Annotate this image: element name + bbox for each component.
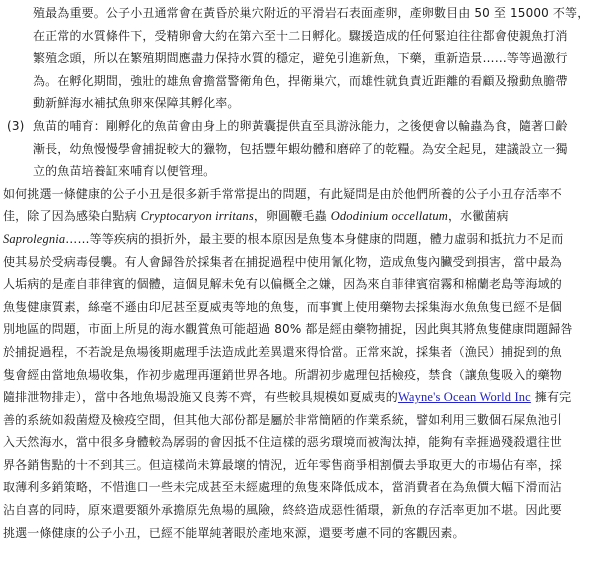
text-line: 隻會經由當地魚場收集，作初步處理再運銷世界各地。所謂初步處理包括檢疫，禁食（讓魚隻吸入的藥物 (3, 367, 562, 382)
text-line: 佳，除了因為感染白點病 Cryptocaryon irritans，卵圓鞭毛蟲 Ododinium occellatum，水黴菌病 (3, 209, 509, 224)
text-line: 漸長，幼魚慢慢學會捕捉較大的獵物，包括豐年蝦幼體和磨碎了的乾糧。為安全起見，建議設立一獨 (33, 141, 568, 156)
text-line: Saprolegnia……等等疾病的損折外，最主要的根本原因是魚隻本身健康的問題，體力虛弱和抵抗力不足而 (3, 231, 564, 246)
text-line: 善的系統如殺菌燈及檢疫空間，但其他大部份都是屬於非常簡陋的作業系統，譬如利用三數個石屎魚池引 (3, 412, 562, 427)
species-name: Ododinium occellatum (330, 209, 448, 224)
text-line: 為。在孵化期間，強壯的雄魚會擔當警衛角色，捍衛巢穴，而雄性就負責近距離的看顧及撥動魚膽帶 (33, 73, 568, 88)
species-name: Cryptocaryon irritans (140, 209, 254, 224)
list-item-number: (3) (7, 118, 25, 133)
paragraph-hatching (3, 2, 589, 115)
text-line: 在正常的水質條件下，受精卵會大約在第六至十二日孵化。驟援造成的任何緊迫往往都會使親魚打消 (33, 28, 568, 43)
text-line: 繁殖念頭，所以在繁殖期間應盡力保持水質的穩定，避免引進新魚，下藥，重新造景……等等過激行 (33, 51, 568, 66)
text-line: 取薄利多銷策略，不惜進口一些未完成甚至未經處理的魚隻來降低成本，當消費者在為魚價大幅下滑而沾 (3, 480, 562, 495)
text-line: 動新鮮海水補拭魚卵來保障其孵化率。 (33, 96, 240, 111)
text-line: 魚苗的哺育：剛孵化的魚苗會由身上的卵黃囊提供直至具游泳能力，之後便會以輪蟲為食，隨著口齡 (33, 118, 568, 133)
list-item-fry-feeding (3, 115, 568, 183)
text-line: 入天然海水，當中很多身體較為孱弱的會因抵不住這樣的惡劣環境而被淘汰掉，能夠有幸捱過殘殺還往世 (3, 435, 562, 450)
text-line: 如何挑選一條健康的公子小丑是很多新手常常提出的問題，有此疑問是由於他們所養的公子小丑存活率不 (3, 186, 562, 201)
text-line: 挑選一條健康的公子小丑，已經不能單純著眼於產地來源，還要考慮不同的客觀因素。 (3, 525, 465, 540)
waynes-ocean-world-link[interactable]: Wayne's Ocean World Inc (397, 390, 531, 405)
text-line: 魚隻健康質素，絲毫不遜由印尼甚至夏威夷等地的魚隻，而事實上使用藥物去採集海水魚魚隻已經不是個 (3, 299, 562, 314)
text-line: 殖最為重要。公子小丑通常會在黃昏於巢穴附近的平滑岩石表面產卵，產卵數目由 50 至 15000 不等， (33, 6, 589, 20)
text-line: 別地區的問題，市面上所見的海水觀賞魚可能超過 80% 都是經由藥物捕捉，因此與其將魚隻健康問題歸咎 (3, 322, 573, 337)
text-line: 人垢病的是產自菲律賓的個體，這個見解未免有以偏概全之嫌，因為來自菲律賓宿霧和棉蘭老島等海域的 (3, 277, 562, 292)
paragraph-health (3, 183, 573, 545)
text-line: 沾自喜的同時，原來還要額外承擔原先魚場的風險，終終造成惡性循環，新魚的存活率更加不堪。因此要 (3, 503, 562, 518)
species-name: Saprolegnia (3, 231, 66, 246)
text-line: 使其易於受病毒侵襲。有人會歸咎於採集者在捕捉過程中使用氰化物，造成魚隻內臟受到損害，當中最為 (3, 254, 562, 269)
text-line: 於捕捉過程，不若說是魚場後期處理手法造成此差異還來得恰當。正常來說，採集者（漁民）捕捉到的魚 (3, 344, 562, 359)
text-line: 隨排泄物排走），當中各地魚場設施又良莠不齊，有些較具規模如夏威夷的Wayne's Ocean World Inc 擁有完 (3, 390, 572, 405)
text-line: 立的魚苗培養缸來哺育以便管理。 (33, 164, 216, 179)
text-line: 界各銷售點的十不到其三。但這樣尚未算最壞的情況，近年零售商爭相割價去爭取更大的市場佔有率，採 (3, 457, 562, 472)
